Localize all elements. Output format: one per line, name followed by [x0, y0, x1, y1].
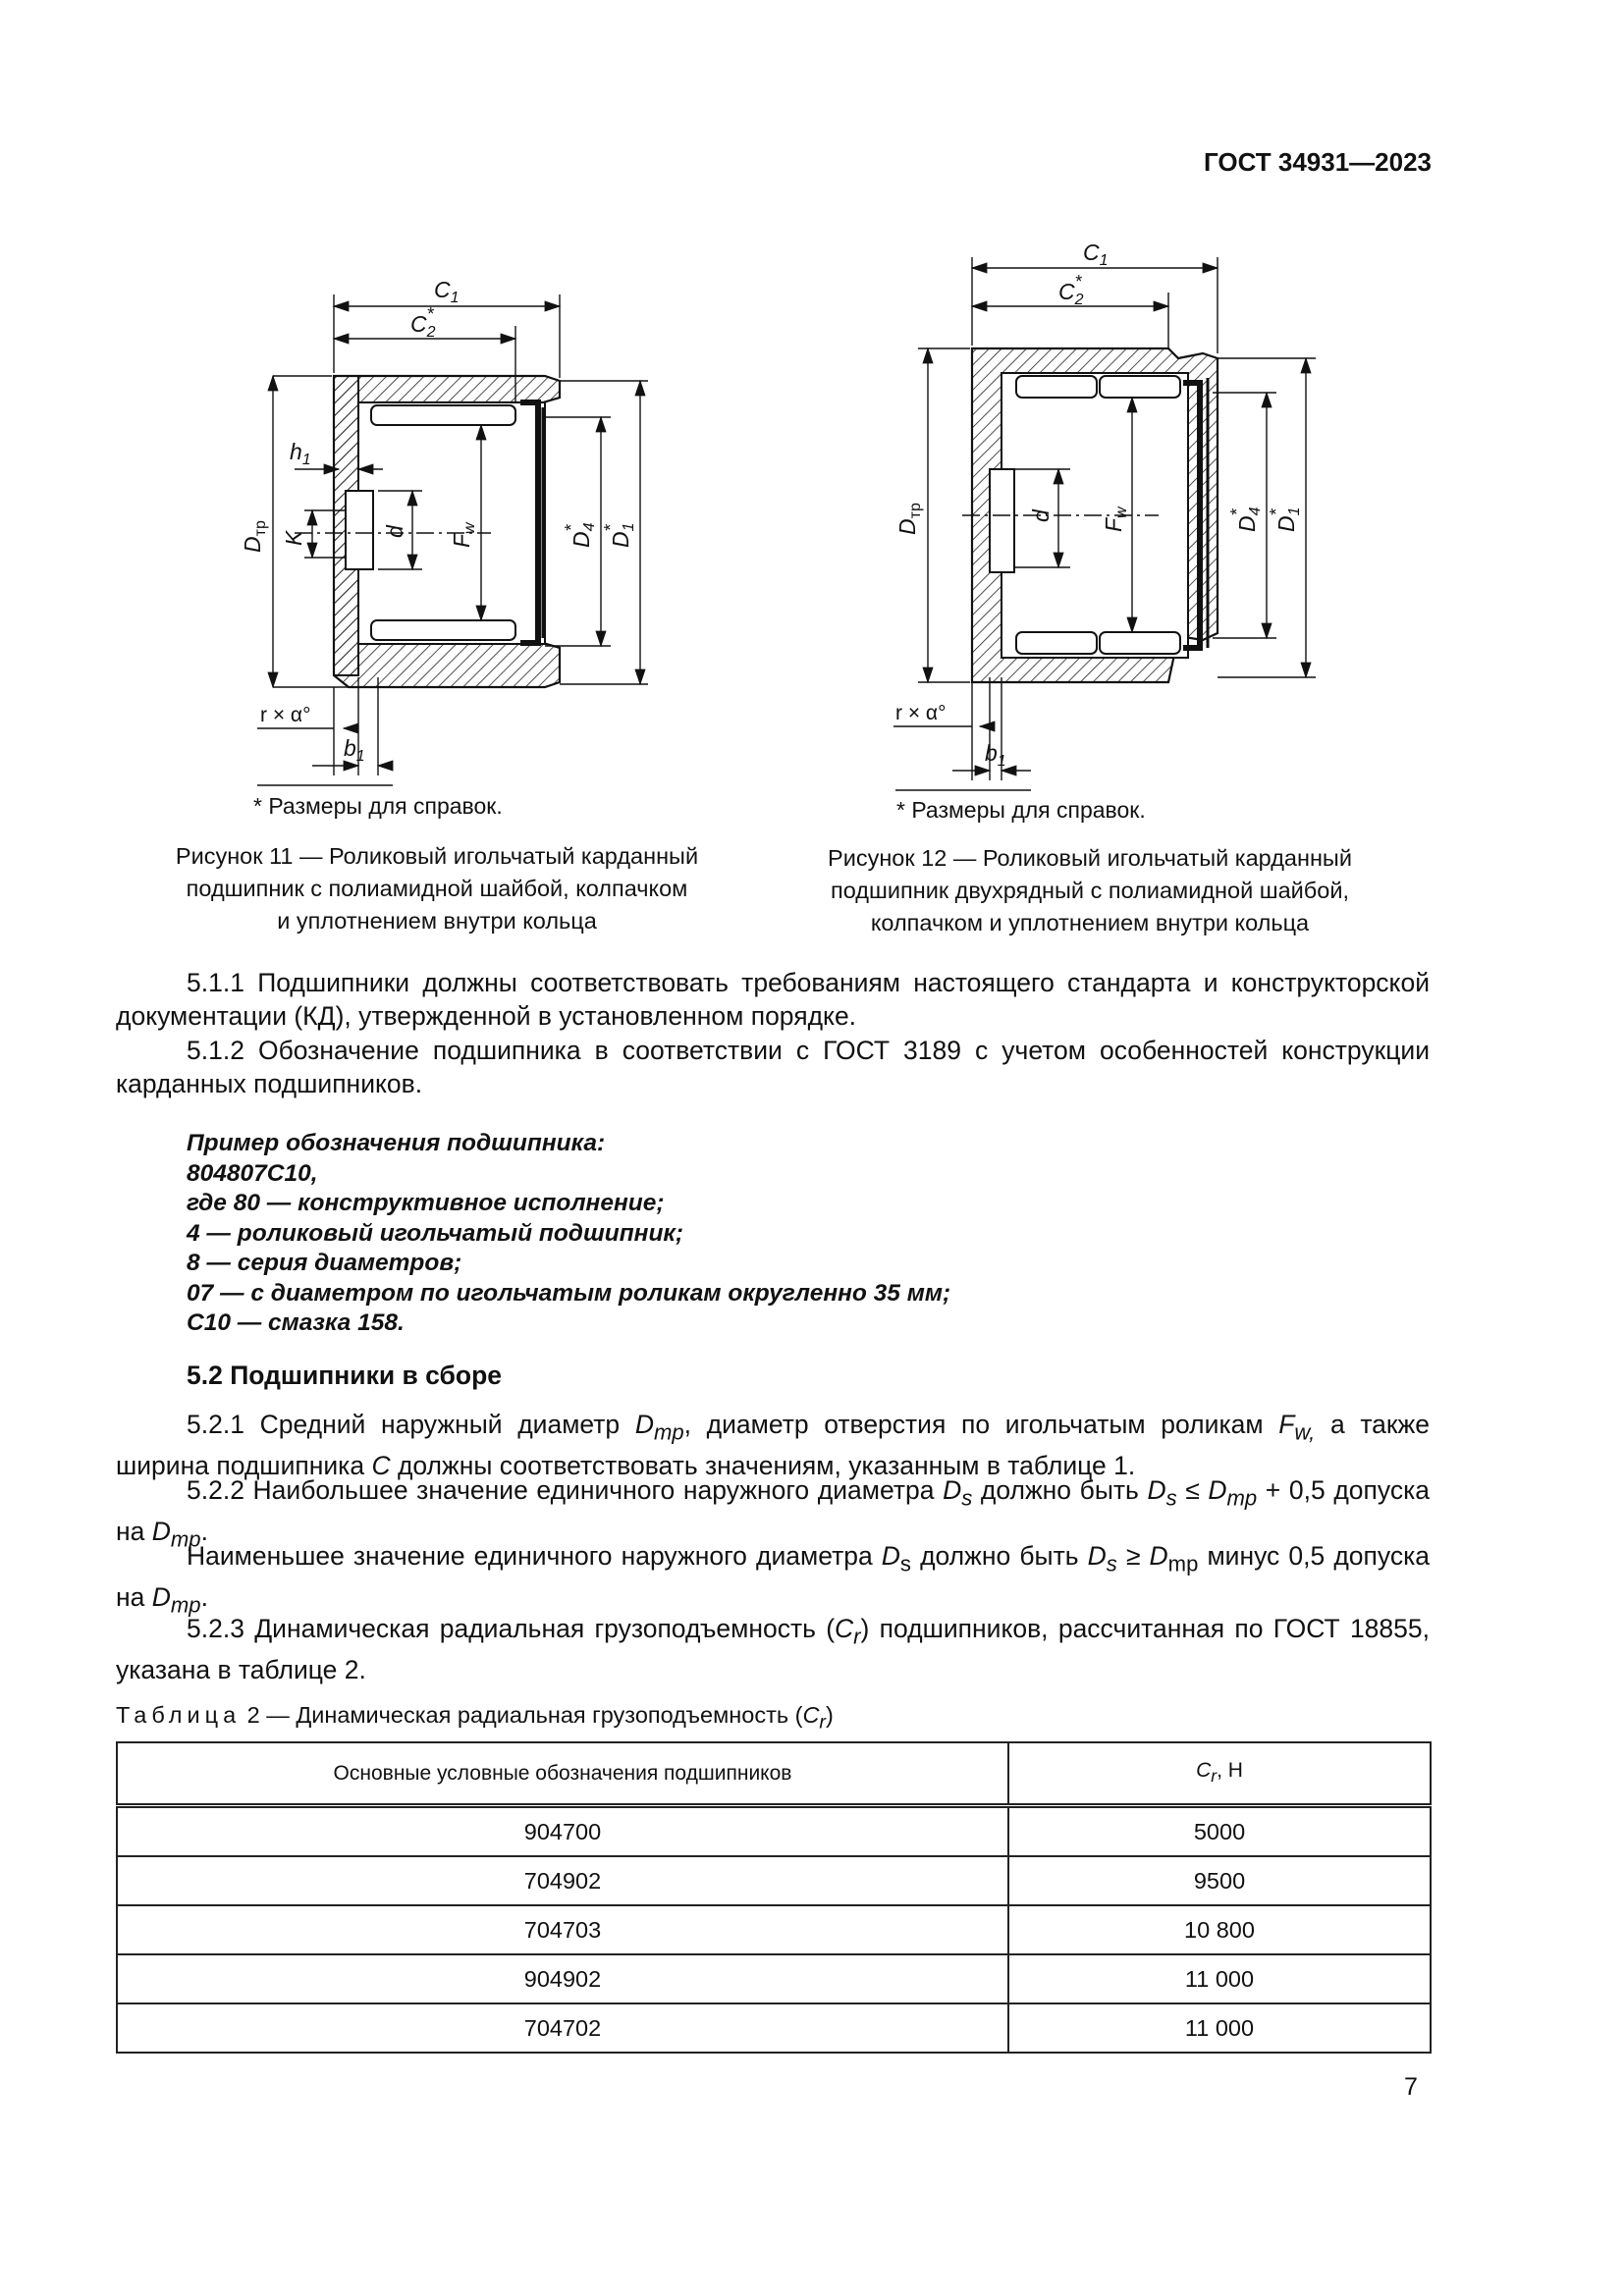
- fig11-roller-bottom: [371, 620, 515, 640]
- fig11-label-b1: $b_1$: [344, 735, 365, 765]
- page-number: 7: [1404, 2073, 1418, 2101]
- figure-12-caption: [795, 842, 1384, 939]
- figure-12-caption-line: Рисунок 12 — Роликовый игольчатый карданный: [828, 845, 1352, 871]
- figure-12-note: * Размеры для справок.: [896, 797, 1146, 823]
- table-row: [117, 1806, 1431, 1857]
- fig12-label-dtr: $D_{тр}$: [894, 503, 924, 535]
- table-2: [116, 1741, 1432, 2054]
- designation-example: [187, 1129, 950, 1339]
- fig11-label-dtr: $D_{тр}$: [240, 520, 269, 553]
- fig12-label-c2: $C_2*$: [1058, 272, 1084, 308]
- fig11-label-d1: $D_1*$: [601, 522, 637, 548]
- example-line: 8 — серия диаметров;: [187, 1250, 462, 1276]
- fig12-roller: [1016, 376, 1097, 398]
- figure-11-caption-line: и уплотнением внутри кольца: [277, 908, 597, 934]
- fig12-label-fw: $F_w$: [1101, 507, 1130, 532]
- paragraph-5-1-1: 5.1.1 Подшипники должны соответствовать требованиям настоящего стандарта и конструкторской документации (КД), утвержденной в установленном порядке.: [116, 968, 1430, 1031]
- example-line: 07 — с диаметром по игольчатым роликам округленно 35 мм;: [187, 1279, 951, 1307]
- figure-12-drawing: [884, 240, 1335, 795]
- figure-12-caption-line: колпачком и уплотнением внутри кольца: [870, 910, 1310, 935]
- table-cell-designation: 704702: [117, 2003, 1008, 2053]
- example-line: С10 — смазка 158.: [187, 1309, 405, 1336]
- paragraph-5-2-3: 5.2.3 Динамическая радиальная грузоподъемность $(C_r)$ подшипников, рассчитанная по ГОСТ 18855, указана в таблице 2.: [116, 1614, 1430, 1685]
- fig11-label-d: d: [382, 525, 407, 538]
- fig11-label-r-alpha: r × α°: [260, 704, 311, 726]
- fig11-label-c1: $C_1$: [434, 277, 460, 306]
- fig11-label-d4: $D_4*$: [562, 522, 598, 548]
- fig11-label-fw: $F_w$: [449, 522, 478, 548]
- table-cell-designation: 904902: [117, 1954, 1008, 2003]
- table-cell-designation: 704902: [117, 1856, 1008, 1905]
- figure-11-caption-line: Рисунок 11 — Роликовый игольчатый карданный: [175, 843, 699, 869]
- fig12-roller: [1016, 632, 1097, 654]
- example-line: где 80 — конструктивное исполнение;: [187, 1190, 665, 1216]
- table-row: [117, 1856, 1431, 1905]
- fig12-label-c1: $C_1$: [1083, 240, 1109, 269]
- fig12-label-b1: $b_1$: [985, 740, 1006, 770]
- table-header-cr: $C_r$, Н: [1008, 1742, 1431, 1806]
- paragraph-5-2-2: 5.2.2 Наибольшее значение единичного наружного диаметра $D_s$ должно быть $D_s \le D_{mp} + 0,5$ допуска на $D_{mp}$.: [116, 1475, 1430, 1552]
- paragraph-5-2-1: 5.2.1 Средний наружный диаметр $D_{mp}$, диаметр отверстия по игольчатым роликам $F_{w,}$ а также ширина подшипника C должны соответствовать значениям, указанным в таблице 1.: [116, 1410, 1430, 1481]
- table-cell-designation: 904700: [117, 1806, 1008, 1857]
- fig12-roller: [1100, 376, 1180, 398]
- figure-11-drawing: [226, 265, 687, 785]
- table-row: [117, 1905, 1431, 1954]
- paragraph-5-2-2-min: Наименьшее значение единичного наружного диаметра $D_s$ должно быть $D_s \ge D_{mp}$ минус 0,5 допуска на $D_{mp}$.: [116, 1541, 1430, 1618]
- table-cell-cr: 5000: [1008, 1806, 1431, 1857]
- example-line: 804807С10,: [187, 1159, 318, 1187]
- table-row: [117, 1954, 1431, 2003]
- table-cell-cr: 10 800: [1008, 1905, 1431, 1954]
- table-header-row: [117, 1742, 1431, 1806]
- table-row: [117, 2003, 1431, 2053]
- fig11-label-k: K: [281, 530, 306, 546]
- fig11-label-h1: $h_1$: [290, 439, 311, 468]
- table-2-caption: Таблица 2 — Динамическая радиальная грузоподъемность $(C_r)$: [116, 1702, 834, 1734]
- table-cell-cr: 9500: [1008, 1856, 1431, 1905]
- figure-11-caption: [147, 840, 727, 937]
- paragraph-5-1-2: 5.1.2 Обозначение подшипника в соответствии с ГОСТ 3189 с учетом особенностей конструкции карданных подшипников.: [116, 1036, 1430, 1098]
- section-heading-5-2: 5.2 Подшипники в сборе: [187, 1361, 503, 1390]
- table-header-designation: Основные условные обозначения подшипников: [117, 1742, 1008, 1806]
- fig11-roller-top: [371, 405, 515, 425]
- table-cell-cr: 11 000: [1008, 1954, 1431, 2003]
- table-cell-designation: 704703: [117, 1905, 1008, 1954]
- fig12-label-d: d: [1028, 509, 1054, 522]
- fig12-label-d1: $D_1*$: [1267, 507, 1303, 532]
- fig12-label-r-alpha: r × α°: [895, 702, 947, 724]
- figure-11-note: * Размеры для справок.: [253, 793, 503, 819]
- table-cell-cr: 11 000: [1008, 2003, 1431, 2053]
- fig11-label-c2: $C_2*$: [410, 304, 436, 341]
- fig12-roller: [1100, 632, 1180, 654]
- figure-11-caption-line: подшипник с полиамидной шайбой, колпачком: [186, 876, 688, 901]
- document-header: ГОСТ 34931—2023: [1204, 147, 1432, 177]
- example-line: 4 — роликовый игольчатый подшипник;: [187, 1219, 684, 1247]
- figure-12-caption-line: подшипник двухрядный с полиамидной шайбой,: [831, 878, 1349, 903]
- example-line: Пример обозначения подшипника:: [187, 1130, 606, 1156]
- fig12-label-d4: $D_4*$: [1227, 507, 1264, 532]
